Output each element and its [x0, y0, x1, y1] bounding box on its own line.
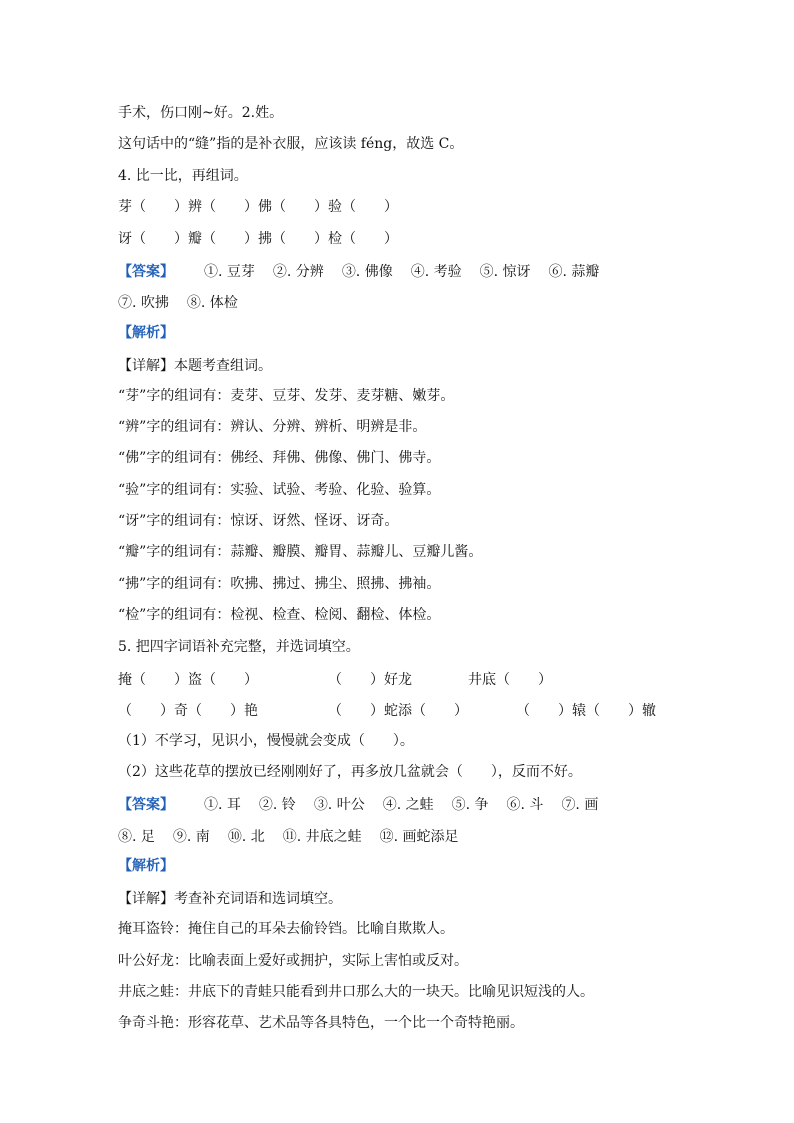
idiom-blank: 井底（ ）	[468, 671, 552, 688]
analysis-tag: 【解析】	[118, 858, 174, 875]
answer-item: ⑦. 吹拂	[118, 295, 169, 312]
question-5-sentence-2: （2）这些花草的摆放已经刚刚好了，再多放几盆就会（ ），反而不好。	[118, 764, 582, 781]
idiom-blank: 掩（ ）盗（ ）	[118, 671, 258, 688]
answer-item: ⑥. 斗	[506, 797, 544, 814]
detail-text: 考查补充词语和选词填空。	[174, 891, 342, 908]
question-5-title: 5. 把四字词语补充完整，并选词填空。	[118, 638, 360, 655]
answer-item: ④. 考验	[410, 263, 462, 280]
question-4-row-1: 芽（ ）辨（ ）佛（ ）验（ ）	[118, 199, 398, 216]
answer-tag: 【答案】	[118, 797, 174, 814]
analysis-line: “芽”字的组词有：麦芽、豆芽、发芽、麦芽糖、嫩芽。	[118, 387, 455, 404]
question-4-title: 4. 比一比，再组词。	[118, 167, 248, 184]
answer-item: ⑥. 蒜瓣	[548, 263, 600, 280]
question-4-row-2: 讶（ ）瓣（ ）拂（ ）检（ ）	[118, 230, 398, 247]
answer-item: ①. 豆芽	[204, 263, 255, 280]
answer-item: ②. 铃	[258, 797, 296, 814]
analysis-tag: 【解析】	[118, 324, 174, 341]
idiom-blank: （ ）奇（ ）艳	[118, 703, 258, 720]
analysis-line: “拂”字的组词有：吹拂、拂过、拂尘、照拂、拂袖。	[118, 575, 441, 592]
question-5-row-2	[118, 694, 718, 725]
analysis-line: “检”字的组词有：检视、检查、检阅、翻检、体检。	[118, 607, 441, 624]
analysis-line: “佛”字的组词有：佛经、拜佛、佛像、佛门、佛寺。	[118, 450, 441, 467]
text-line: 这句话中的“缝”指的是补衣服，应该读 féng，故选 C。	[118, 136, 464, 153]
question-5-answer	[118, 789, 718, 820]
answer-item: ⑧. 体检	[186, 295, 238, 312]
answer-item: ⑩. 北	[227, 828, 265, 845]
analysis-line: 掩耳盗铃：掩住自己的耳朵去偷铃铛。比喻自欺欺人。	[118, 921, 454, 938]
answer-item: ③. 佛像	[341, 263, 393, 280]
question-5-sentence-1: （1）不学习，见识小，慢慢就会变成（ ）。	[118, 732, 414, 749]
document-page	[118, 98, 718, 1040]
text-line: 手术，伤口刚~好。2.姓。	[118, 105, 284, 121]
analysis-line: 叶公好龙：比喻表面上爱好或拥护，实际上害怕或反对。	[118, 952, 468, 969]
answer-item: ⑦. 画	[561, 797, 599, 814]
question-4-answer-cont	[118, 286, 718, 317]
detail-line	[118, 349, 718, 380]
answer-item: ⑫. 画蛇添足	[379, 828, 459, 845]
question-4-answer	[118, 255, 718, 286]
idiom-blank: （ ）好龙	[328, 671, 412, 688]
analysis-line: “讶”字的组词有：惊讶、讶然、怪讶、讶奇。	[118, 513, 399, 530]
answer-item: ⑪. 井底之蛙	[282, 828, 362, 845]
answer-item: ④. 之蛙	[382, 797, 434, 814]
analysis-line: 井底之蛙：井底下的青蛙只能看到井口那么大的一块天。比喻见识短浅的人。	[118, 983, 594, 1000]
question-5-row-1	[118, 663, 718, 694]
analysis-line: “瓣”字的组词有：蒜瓣、瓣膜、瓣胃、蒜瓣儿、豆瓣儿酱。	[118, 544, 483, 561]
analysis-line: 争奇斗艳：形容花草、艺术品等各具特色，一个比一个奇特艳丽。	[118, 1015, 524, 1032]
idiom-blank: （ ）辕（ ）辙	[516, 703, 656, 720]
answer-item: ⑤. 争	[451, 797, 489, 814]
answer-item: ⑤. 惊讶	[479, 263, 531, 280]
idiom-blank: （ ）蛇添（ ）	[328, 703, 468, 720]
detail-line	[118, 883, 718, 914]
detail-text: 本题考查组词。	[174, 357, 272, 374]
analysis-line: “辨”字的组词有：辨认、分辨、辨析、明辨是非。	[118, 418, 427, 435]
answer-item: ②. 分辨	[272, 263, 324, 280]
detail-tag: 【详解】	[118, 357, 174, 374]
answer-tag: 【答案】	[118, 263, 174, 280]
detail-tag: 【详解】	[118, 891, 174, 908]
answer-item: ⑨. 南	[172, 828, 210, 845]
question-5-answer-cont	[118, 820, 718, 851]
answer-item: ③. 叶公	[313, 797, 365, 814]
analysis-line: “验”字的组词有：实验、试验、考验、化验、验算。	[118, 481, 441, 498]
answer-item: ①. 耳	[204, 797, 241, 814]
answer-item: ⑧. 足	[118, 828, 155, 845]
